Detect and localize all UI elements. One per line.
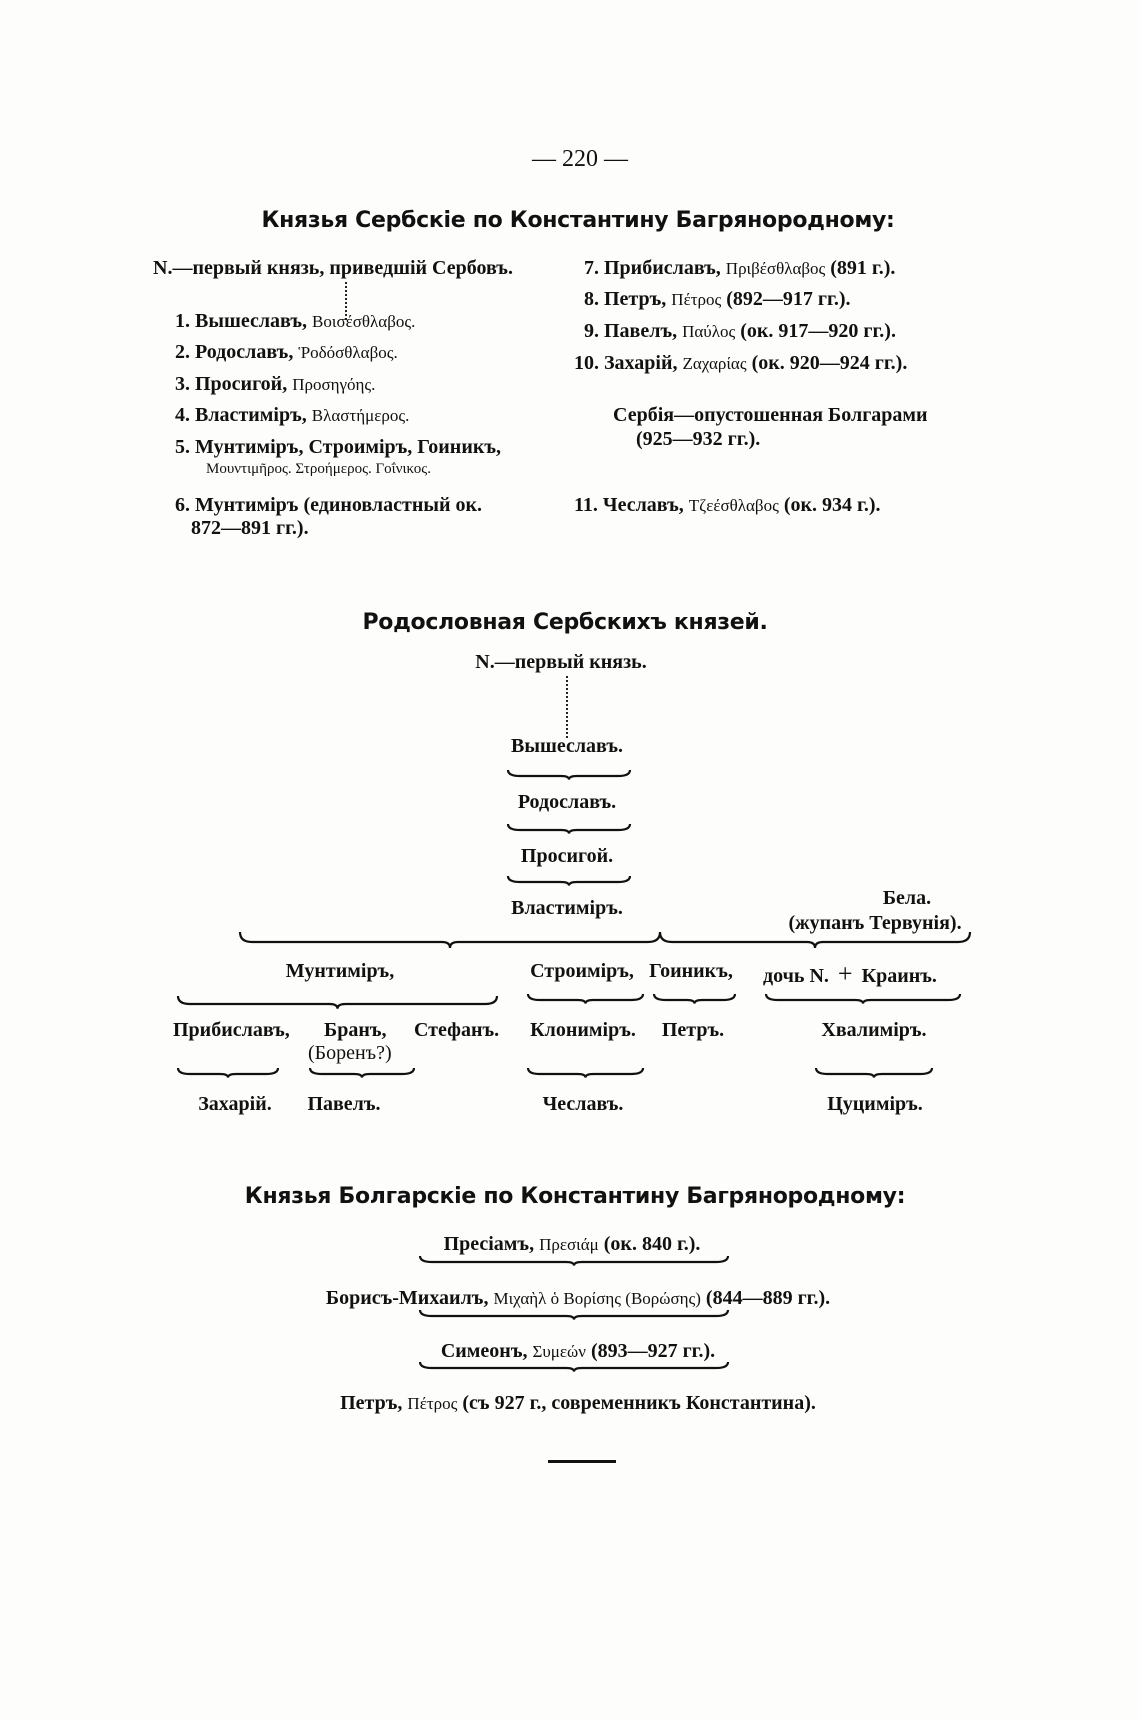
- list-item: 10. Захарій, Ζαχαρίας (ок. 920—924 гг.).: [574, 352, 908, 374]
- tree-node: Гоиникъ,: [649, 960, 733, 982]
- descent-brace: [420, 1256, 728, 1266]
- tree-node-alias: (Боренъ?): [308, 1042, 392, 1064]
- list-item: 7. Прибиславъ, Πριβέσθλαβος (891 г.).: [584, 257, 896, 279]
- tree-node: Вышеславъ.: [510, 735, 624, 757]
- tree-node: Захарій.: [198, 1093, 272, 1115]
- list-item: 2. Родославъ, Ῥοδόσθλαβος.: [175, 341, 398, 363]
- tree-node: Павелъ.: [307, 1093, 381, 1115]
- section1-heading: Князья Сербскіе по Константину Багрянородному:: [261, 208, 895, 233]
- bulgarian-prince: Симеонъ, Συμεών (893—927 гг.).: [440, 1340, 716, 1362]
- list-item: 9. Павелъ, Παύλος (ок. 917—920 гг.).: [584, 320, 896, 342]
- list-item: 1. Вышеславъ, Βοισέσθλαβος.: [175, 310, 416, 332]
- descent-brace: [654, 994, 735, 1004]
- historical-note: Сербія—опустошенная Болгарами: [613, 404, 928, 426]
- section3-heading: Князья Болгарскіе по Константину Багрянородному:: [244, 1184, 906, 1209]
- list-item: 3. Просигой, Προσηγόης.: [175, 373, 376, 395]
- tree-node-marriage: дочь N. + Краинъ.: [763, 959, 937, 988]
- list-item-continuation: 872—891 гг.).: [191, 517, 309, 539]
- tree-node: Строиміръ,: [530, 960, 634, 982]
- tree-node: Хвалиміръ.: [821, 1019, 927, 1041]
- descent-brace-vlastimir: [240, 932, 660, 948]
- descent-brace: [420, 1362, 728, 1372]
- descent-brace: [508, 770, 630, 780]
- tree-node: Чеславъ.: [542, 1093, 624, 1115]
- descent-brace: [178, 1068, 278, 1078]
- tree-node: Петръ.: [661, 1019, 725, 1041]
- descent-brace-bela: [660, 932, 970, 948]
- list-item: 5. Мунтиміръ, Строиміръ, Гоиникъ,: [175, 436, 502, 458]
- descent-brace: [766, 994, 960, 1004]
- tree-node: Мунтиміръ,: [285, 960, 395, 982]
- bulgarian-prince: Петръ, Πέτρος (съ 927 г., современникъ Константина).: [340, 1392, 816, 1414]
- list-item-greek: Μουντιμῆρος. Στροήμερος. Γοΐνικος.: [206, 461, 431, 477]
- list-item: 6. Мунтиміръ (единовластный ок.: [175, 494, 483, 516]
- descent-brace: [816, 1068, 932, 1078]
- tree-root: N.—первый князь.: [475, 651, 647, 673]
- descent-brace: [508, 876, 630, 886]
- tree-node: Бранъ,: [324, 1019, 387, 1041]
- tree-node: Прибиславъ,: [173, 1019, 290, 1041]
- tree-node: Стефанъ.: [414, 1019, 500, 1041]
- bulgarian-prince: Борисъ-Михаилъ, Μιχαὴλ ὁ Βορίσης (Βορώσης) (844—889 гг.).: [325, 1287, 831, 1309]
- section1-intro: N.—первый князь, приведшій Сербовъ.: [153, 257, 513, 279]
- tree-node: Властиміръ.: [511, 897, 623, 919]
- tree-node-bela: Бела.: [882, 887, 932, 909]
- list-item: 8. Петръ, Πέτρος (892—917 гг.).: [584, 288, 851, 310]
- tree-node-bela-title: (жупанъ Тервунія).: [788, 912, 962, 934]
- tree-node: Клониміръ.: [530, 1019, 636, 1041]
- page-number: — 220 —: [532, 146, 628, 172]
- descent-brace: [178, 996, 497, 1009]
- section2-heading: Родословная Сербскихъ князей.: [362, 610, 768, 635]
- descent-brace: [528, 994, 643, 1004]
- list-item: 11. Чеславъ, Τζεέσθλαβος (ок. 934 г.).: [574, 494, 881, 516]
- list-item: 4. Властиміръ, Βλαστήμερος.: [175, 404, 410, 426]
- tree-node: Просигой.: [520, 845, 614, 867]
- descent-brace: [310, 1068, 414, 1078]
- tree-node: Цуциміръ.: [827, 1093, 923, 1115]
- descent-brace: [508, 824, 630, 834]
- descent-brace: [420, 1310, 728, 1320]
- historical-note-dates: (925—932 гг.).: [636, 428, 761, 450]
- descent-brace: [528, 1068, 643, 1078]
- bulgarian-prince: Пресіамъ, Πρεσιάμ (ок. 840 г.).: [443, 1233, 701, 1255]
- tree-node: Родославъ.: [517, 791, 617, 813]
